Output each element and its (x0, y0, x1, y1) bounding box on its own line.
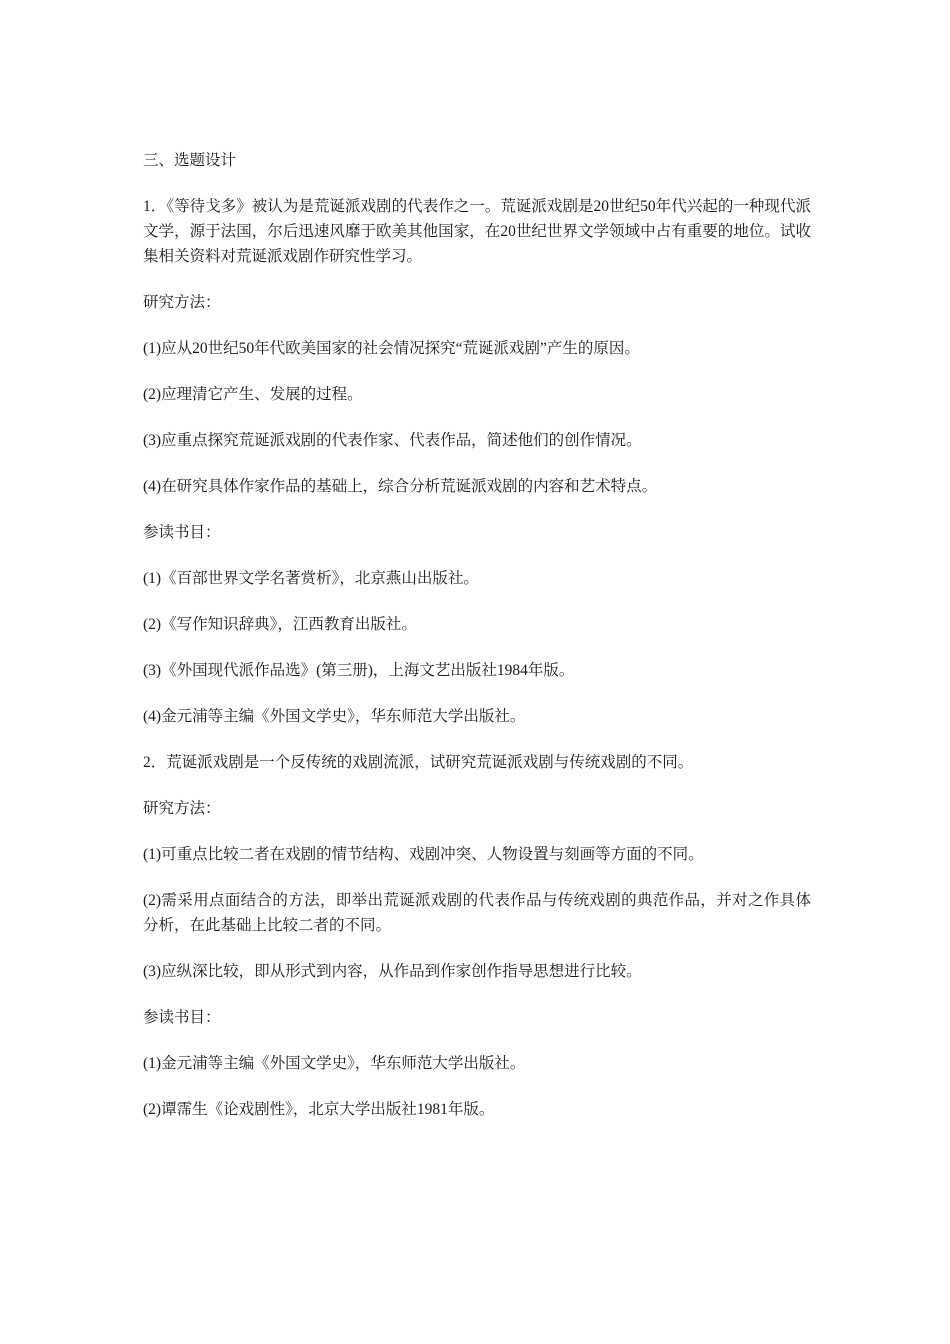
topic-1-description: 1．《等待戈多》被认为是荒诞派戏剧的代表作之一。荒诞派戏剧是20世纪50年代兴起的一种现代派文学，源于法国，尔后迅速风靡于欧美其他国家，在20世纪世界文学领域中占有重要的地位。试收集相关资料对荒诞派戏剧作研究性学习。 (143, 198, 811, 265)
reading-item: (4)金元浦等主编《外国文学史》，华东师范大学出版社。 (143, 708, 526, 725)
reading-list-label: 参读书目： (143, 524, 221, 541)
methods-label: 研究方法： (143, 294, 221, 311)
reading-item: (1)《百部世界文学名著赏析》，北京燕山出版社。 (143, 570, 479, 587)
method-item: (2)需采用点面结合的方法，即举出荒诞派戏剧的代表作品与传统戏剧的典范作品，并对之作具体分析，在此基础上比较二者的不同。 (143, 892, 811, 934)
reading-item: (2)谭霈生《论戏剧性》，北京大学出版社1981年版。 (143, 1101, 495, 1118)
method-item: (4)在研究具体作家作品的基础上，综合分析荒诞派戏剧的内容和艺术特点。 (143, 478, 658, 495)
method-item: (2)应理清它产生、发展的过程。 (143, 386, 363, 403)
topic-2-description: 2．荒诞派戏剧是一个反传统的戏剧流派，试研究荒诞派戏剧与传统戏剧的不同。 (143, 754, 694, 771)
reading-item: (1)金元浦等主编《外国文学史》，华东师范大学出版社。 (143, 1055, 526, 1072)
document-body (143, 148, 811, 1143)
reading-item: (3)《外国现代派作品选》(第三册)，上海文艺出版社1984年版。 (143, 662, 575, 679)
method-item: (3)应重点探究荒诞派戏剧的代表作家、代表作品，简述他们的创作情况。 (143, 432, 642, 449)
method-item: (1)应从20世纪50年代欧美国家的社会情况探究“荒诞派戏剧”产生的原因。 (143, 340, 640, 357)
section-heading: 三、选题设计 (143, 152, 237, 169)
reading-list-label: 参读书目： (143, 1009, 221, 1026)
method-item: (1)可重点比较二者在戏剧的情节结构、戏剧冲突、人物设置与刻画等方面的不同。 (143, 846, 704, 863)
reading-item: (2)《写作知识辞典》，江西教育出版社。 (143, 616, 417, 633)
method-item: (3)应纵深比较，即从形式到内容，从作品到作家创作指导思想进行比较。 (143, 963, 642, 980)
methods-label: 研究方法： (143, 800, 221, 817)
